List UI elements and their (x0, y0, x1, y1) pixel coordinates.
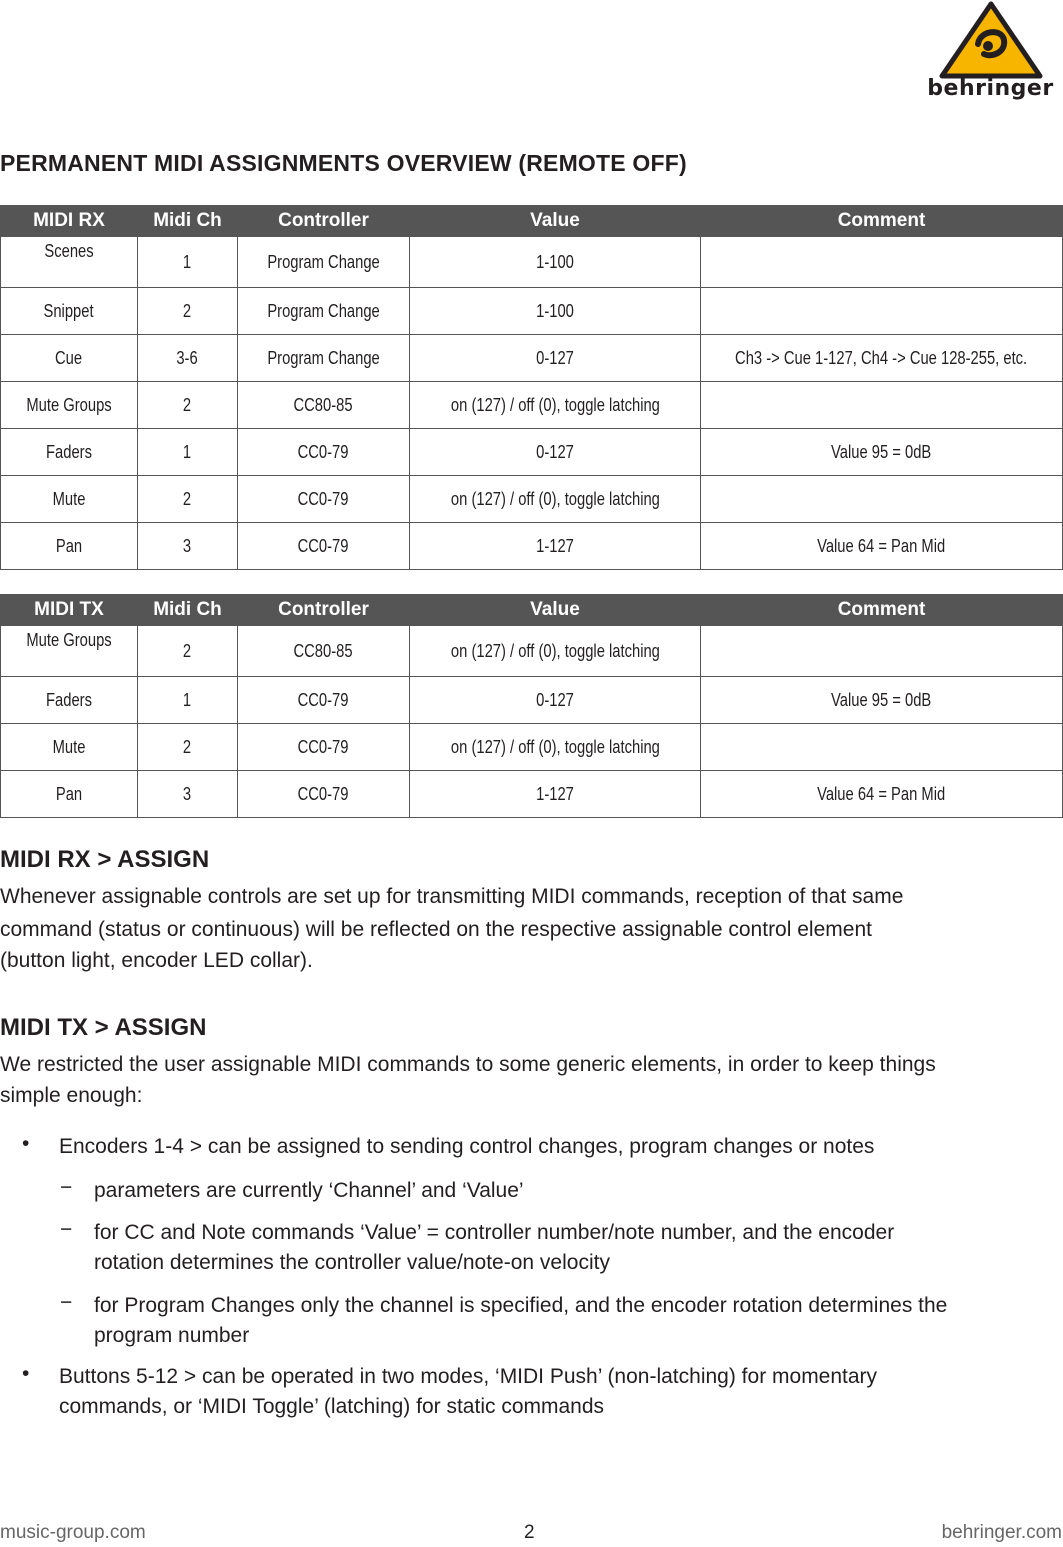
table-cell: CC0-79 (238, 523, 410, 570)
list-item: for CC and Note commands ‘Value’ = controller number/note number, and the encoder (94, 1221, 895, 1244)
page-title: PERMANENT MIDI ASSIGNMENTS OVERVIEW (REMOTE OFF) (0, 150, 687, 176)
table-row (1, 677, 1063, 724)
table-cell: 1 (138, 677, 238, 724)
table-cell (701, 237, 1063, 288)
table-cell: Ch3 -> Cue 1-127, Ch4 -> Cue 128-255, etc. (701, 335, 1063, 382)
list-item: Buttons 5-12 > can be operated in two modes, ‘MIDI Push’ (non-latching) for momentary (59, 1365, 878, 1388)
table-cell: Program Change (238, 288, 410, 335)
table-row (1, 476, 1063, 523)
rx-assign-heading: MIDI RX > ASSIGN (0, 846, 210, 873)
list-item: program number (94, 1324, 250, 1347)
table-cell: 1-100 (410, 288, 701, 335)
tx-assign-line: simple enough: (0, 1084, 143, 1107)
table-cell: Mute Groups (1, 626, 138, 677)
midi-tx-table (0, 594, 1063, 818)
footer-right-link[interactable]: behringer.com (941, 1522, 1062, 1543)
brand-logo (918, 0, 1063, 112)
page-number: 2 (524, 1522, 535, 1543)
table-cell: Pan (1, 523, 138, 570)
table-cell: Value 95 = 0dB (701, 429, 1063, 476)
table-cell: Mute Groups (1, 382, 138, 429)
column-header: Comment (701, 595, 1063, 626)
table-cell (701, 476, 1063, 523)
table-cell (701, 288, 1063, 335)
table-cell: 0-127 (410, 677, 701, 724)
table-cell: CC0-79 (238, 677, 410, 724)
table-row (1, 626, 1063, 677)
table-cell: 2 (138, 382, 238, 429)
column-header: MIDI RX (1, 206, 138, 237)
column-header: Midi Ch (138, 595, 238, 626)
table-cell: CC0-79 (238, 724, 410, 771)
bullet-icon: • (22, 1362, 30, 1385)
list-item: Encoders 1-4 > can be assigned to sending control changes, program changes or notes (59, 1135, 875, 1158)
table-row (1, 382, 1063, 429)
table-cell: on (127) / off (0), toggle latching (410, 382, 701, 429)
table-row (1, 288, 1063, 335)
tx-assign-line: We restricted the user assignable MIDI commands to some generic elements, in order to keep things (0, 1053, 936, 1076)
column-header: Comment (701, 206, 1063, 237)
table-cell (701, 724, 1063, 771)
list-item: for Program Changes only the channel is specified, and the encoder rotation determines the (94, 1294, 948, 1317)
table-cell: Program Change (238, 237, 410, 288)
table-row (1, 724, 1063, 771)
table-row (1, 237, 1063, 288)
table-cell: Mute (1, 476, 138, 523)
rx-assign-line: (button light, encoder LED collar). (0, 949, 313, 972)
table-cell: 1-127 (410, 523, 701, 570)
table-cell: 3-6 (138, 335, 238, 382)
table-cell: Value 95 = 0dB (701, 677, 1063, 724)
midi-rx-table (0, 205, 1063, 570)
table-cell: 2 (138, 626, 238, 677)
column-header: Controller (238, 595, 410, 626)
bullet-icon: • (22, 1132, 30, 1155)
column-header: Midi Ch (138, 206, 238, 237)
table-cell: 3 (138, 523, 238, 570)
table-cell: 1-127 (410, 771, 701, 818)
rx-assign-line: command (status or continuous) will be reflected on the respective assignable control element (0, 918, 872, 941)
table-cell: Cue (1, 335, 138, 382)
dash-icon: − (60, 1176, 73, 1199)
table-cell: 2 (138, 476, 238, 523)
column-header: Value (410, 595, 701, 626)
tx-assign-heading: MIDI TX > ASSIGN (0, 1014, 207, 1041)
table-cell: CC80-85 (238, 382, 410, 429)
table-cell: Mute (1, 724, 138, 771)
table-cell: CC0-79 (238, 771, 410, 818)
dash-icon: − (60, 1291, 73, 1314)
list-item: parameters are currently ‘Channel’ and ‘Value’ (94, 1179, 524, 1202)
table-cell: CC0-79 (238, 429, 410, 476)
table-cell: Faders (1, 677, 138, 724)
table-cell: 2 (138, 288, 238, 335)
table-cell: CC80-85 (238, 626, 410, 677)
table-cell: 1 (138, 237, 238, 288)
table-cell: 0-127 (410, 429, 701, 476)
table-cell (701, 626, 1063, 677)
table-cell: 2 (138, 724, 238, 771)
brand-wordmark: behringer (927, 76, 1054, 101)
table-cell: 3 (138, 771, 238, 818)
table-row (1, 429, 1063, 476)
table-cell: Snippet (1, 288, 138, 335)
table-cell: CC0-79 (238, 476, 410, 523)
dash-icon: − (60, 1218, 73, 1241)
table-cell: Scenes (1, 237, 138, 288)
table-cell: Value 64 = Pan Mid (701, 523, 1063, 570)
table-header-row (1, 595, 1063, 626)
table-cell: Program Change (238, 335, 410, 382)
column-header: Controller (238, 206, 410, 237)
table-cell: Value 64 = Pan Mid (701, 771, 1063, 818)
list-item: rotation determines the controller value/note-on velocity (94, 1251, 610, 1274)
table-cell: 0-127 (410, 335, 701, 382)
table-cell: Pan (1, 771, 138, 818)
table-cell: Faders (1, 429, 138, 476)
footer-left-link[interactable]: music-group.com (0, 1522, 146, 1543)
table-row (1, 771, 1063, 818)
rx-assign-line: Whenever assignable controls are set up for transmitting MIDI commands, reception of that same (0, 885, 904, 908)
column-header: MIDI TX (1, 595, 138, 626)
table-cell (701, 382, 1063, 429)
column-header: Value (410, 206, 701, 237)
table-cell: on (127) / off (0), toggle latching (410, 626, 701, 677)
table-cell: 1 (138, 429, 238, 476)
table-cell: on (127) / off (0), toggle latching (410, 724, 701, 771)
list-item: commands, or ‘MIDI Toggle’ (latching) for static commands (59, 1395, 605, 1418)
table-row (1, 335, 1063, 382)
behringer-logo-icon (936, 0, 1046, 82)
table-cell: on (127) / off (0), toggle latching (410, 476, 701, 523)
table-cell: 1-100 (410, 237, 701, 288)
table-row (1, 523, 1063, 570)
table-header-row (1, 206, 1063, 237)
